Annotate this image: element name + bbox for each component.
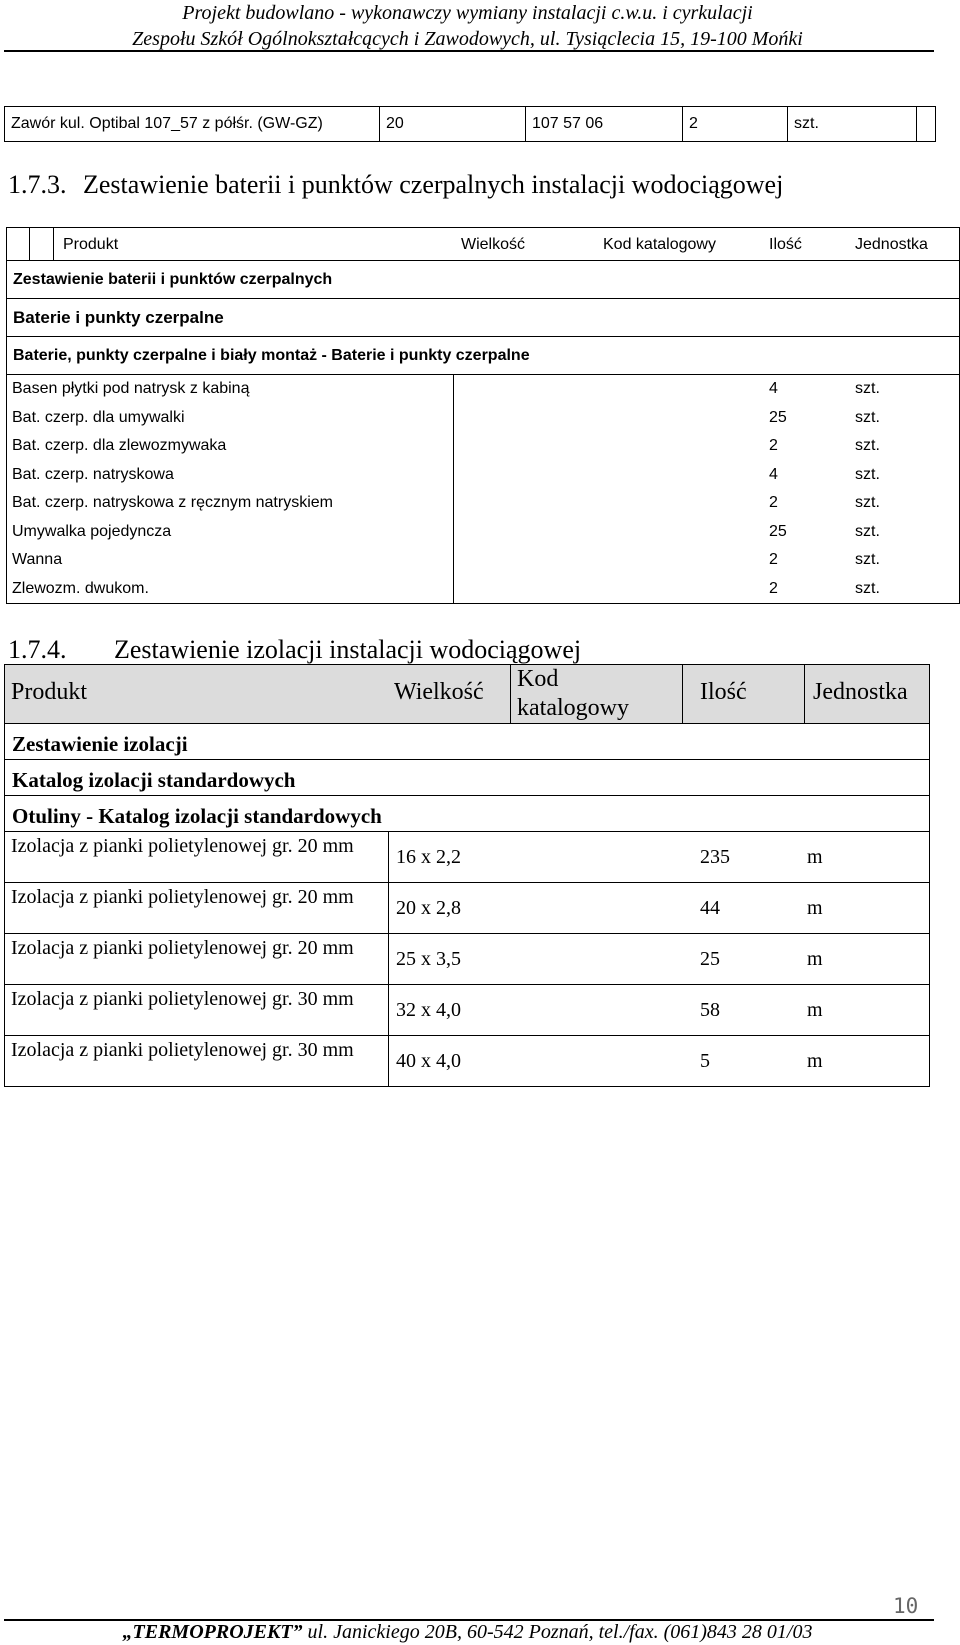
column-divider <box>388 1036 389 1086</box>
row-unit: szt. <box>855 437 880 454</box>
header-line-2: Zespołu Szkół Ogólnokształcących i Zawodowych, ul. Tysiąclecia 15, 19-100 Mońki <box>132 28 803 50</box>
column-divider <box>388 934 389 984</box>
row-size: 16 x 2,2 <box>396 846 461 868</box>
group-row: Katalog izolacji standardowych <box>4 760 930 796</box>
column-divider <box>388 832 389 882</box>
page-number: 10 <box>893 1594 919 1618</box>
row-unit: m <box>807 948 823 970</box>
row-size: 40 x 4,0 <box>396 1050 461 1072</box>
row-product: Zlewozm. dwukom. <box>12 579 149 597</box>
insulation-table <box>4 664 930 1087</box>
group-row: Baterie, punkty czerpalne i biały montaż - Baterie i punkty czerpalne <box>6 337 960 375</box>
row-product: Bat. czerp. dla umywalki <box>12 408 185 426</box>
row-product: Izolacja z pianki polietylenowej gr. 20 mm <box>11 886 354 908</box>
row-qty: 25 <box>769 408 787 426</box>
group-row: Zestawienie baterii i punktów czerpalnych <box>6 261 960 299</box>
row-qty: 5 <box>700 1050 710 1072</box>
valve-table-row <box>4 106 936 142</box>
valve-code: 107 57 06 <box>526 107 683 141</box>
row-product: Bat. czerp. natryskowa <box>12 465 174 483</box>
row-unit: szt. <box>855 494 880 511</box>
column-header-size: Wielkość <box>461 236 526 253</box>
table-row <box>7 404 959 433</box>
row-qty: 235 <box>700 846 730 868</box>
table-row <box>7 375 959 404</box>
row-unit: szt. <box>855 408 880 426</box>
row-unit: szt. <box>855 551 880 568</box>
row-qty: 2 <box>769 551 778 568</box>
column-divider <box>53 228 54 260</box>
table-body <box>6 375 960 604</box>
row-unit: szt. <box>855 522 880 540</box>
row-unit: m <box>807 897 823 919</box>
valve-qty: 2 <box>683 107 788 141</box>
table-row <box>4 883 930 934</box>
row-product: Umywalka pojedyncza <box>12 522 172 540</box>
section-heading-1 <box>8 169 783 201</box>
valve-unit: szt. <box>788 107 917 141</box>
row-qty: 25 <box>700 948 720 970</box>
table-row <box>4 832 930 883</box>
group-row: Otuliny - Katalog izolacji standardowych <box>4 796 930 832</box>
table-row <box>7 489 959 518</box>
header-cell <box>805 665 929 723</box>
section-number-1: 1.7.3. <box>8 170 67 199</box>
row-qty: 2 <box>769 494 778 511</box>
column-header-qty: Ilość <box>769 236 802 253</box>
batteries-table <box>6 227 960 604</box>
valve-product: Zawór kul. Optibal 107_57 z półśr. (GW-GZ) <box>5 107 380 141</box>
column-header-product: Produkt <box>63 236 119 253</box>
header-divider <box>4 50 934 52</box>
table-row <box>7 546 959 575</box>
table-row <box>7 518 959 547</box>
row-product: Izolacja z pianki polietylenowej gr. 30 mm <box>11 988 354 1010</box>
column-header-code-line2: katalogowy <box>517 695 629 721</box>
page-footer <box>0 1619 935 1645</box>
row-unit: szt. <box>855 579 880 597</box>
row-product: Basen płytki pod natrysk z kabiną <box>12 380 250 397</box>
row-qty: 2 <box>769 579 778 597</box>
row-product: Izolacja z pianki polietylenowej gr. 20 mm <box>11 937 354 959</box>
table-row <box>4 934 930 985</box>
section-heading-2 <box>8 634 581 666</box>
row-product: Bat. czerp. dla zlewozmywaka <box>12 437 227 454</box>
column-divider <box>29 228 30 260</box>
table-header-row <box>6 227 960 261</box>
row-product: Bat. czerp. natryskowa z ręcznym natryskiem <box>12 494 333 511</box>
group-row: Baterie i punkty czerpalne <box>6 299 960 337</box>
row-qty: 25 <box>769 522 787 540</box>
row-product: Wanna <box>12 551 63 568</box>
row-qty: 58 <box>700 999 720 1021</box>
group-row: Zestawienie izolacji <box>4 724 930 760</box>
column-header-qty: Ilość <box>700 679 747 705</box>
row-qty: 4 <box>769 465 778 483</box>
row-unit: m <box>807 846 823 868</box>
page-header <box>0 0 935 52</box>
row-qty: 4 <box>769 380 778 397</box>
row-qty: 44 <box>700 897 720 919</box>
valve-size: 20 <box>380 107 526 141</box>
row-unit: szt. <box>855 465 880 483</box>
table-row <box>7 461 959 490</box>
table-header-row <box>4 664 930 724</box>
row-product: Izolacja z pianki polietylenowej gr. 30 mm <box>11 1039 354 1061</box>
header-cell <box>683 665 805 723</box>
row-unit: m <box>807 999 823 1021</box>
column-header-code: Kod katalogowy <box>603 236 716 253</box>
column-header-unit: Jednostka <box>855 236 928 253</box>
footer-company: „TERMOPROJEKT” <box>122 1621 303 1643</box>
header-cell <box>511 665 683 723</box>
column-header-product: Produkt <box>11 679 88 705</box>
table-row <box>4 1036 930 1087</box>
column-divider <box>388 985 389 1035</box>
column-divider <box>388 883 389 933</box>
row-size: 20 x 2,8 <box>396 897 461 919</box>
row-qty: 2 <box>769 437 778 454</box>
row-unit: szt. <box>855 380 880 397</box>
header-line-1: Projekt budowlano - wykonawczy wymiany instalacji c.w.u. i cyrkulacji <box>182 2 753 24</box>
row-product: Izolacja z pianki polietylenowej gr. 20 mm <box>11 835 354 857</box>
header-cell <box>5 665 511 723</box>
section-number-2: 1.7.4. <box>8 635 67 664</box>
section-title-1: Zestawienie baterii i punktów czerpalnych instalacji wodociągowej <box>83 170 784 199</box>
row-unit: m <box>807 1050 823 1072</box>
column-header-size: Wielkość <box>394 679 484 705</box>
section-title-2: Zestawienie izolacji instalacji wodociągowej <box>114 635 582 664</box>
footer-address: ul. Janickiego 20B, 60-542 Poznań, tel./fax. (061)843 28 01/03 <box>302 1621 813 1643</box>
column-header-unit: Jednostka <box>813 679 908 705</box>
row-size: 25 x 3,5 <box>396 948 461 970</box>
table-row <box>7 432 959 461</box>
column-header-code-line1: Kod <box>517 666 559 692</box>
table-row <box>7 575 959 604</box>
table-row <box>4 985 930 1036</box>
row-size: 32 x 4,0 <box>396 999 461 1021</box>
